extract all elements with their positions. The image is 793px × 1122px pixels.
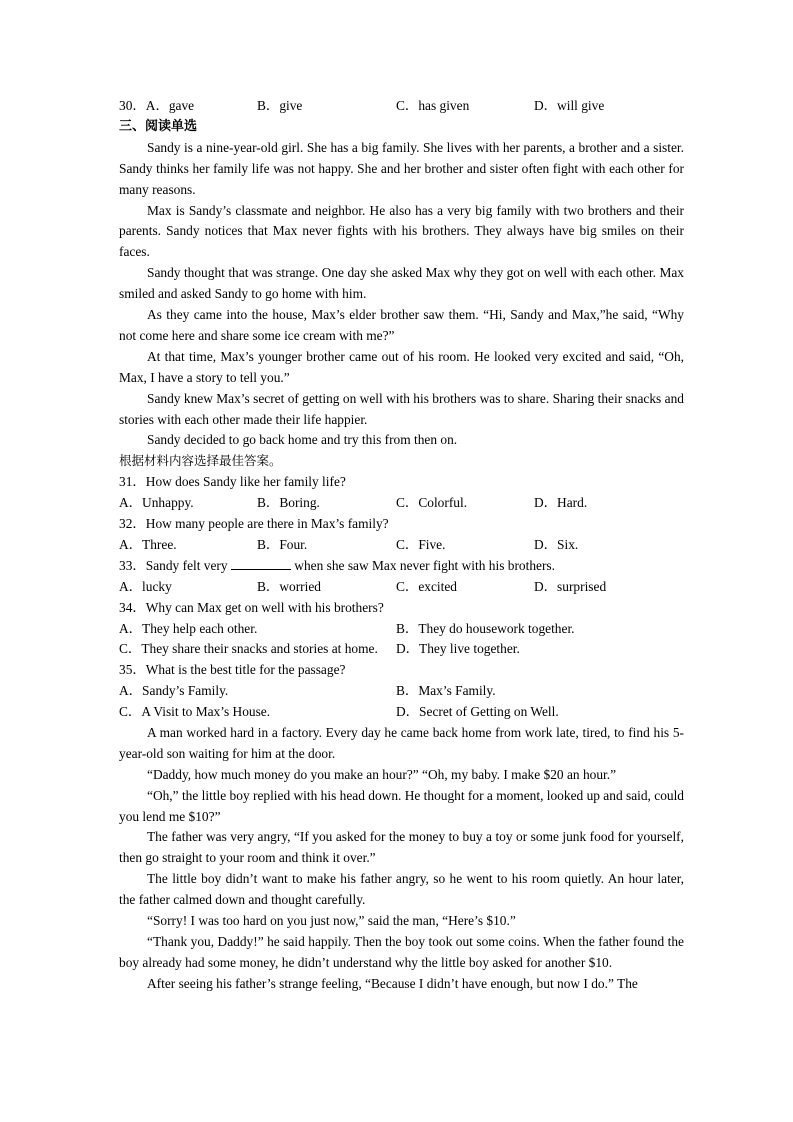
passage-1 (119, 138, 684, 452)
section-title: 三、阅读单选 (119, 118, 198, 134)
q31-option-a: A．Unhappy. (119, 495, 194, 511)
passage-1-paragraph: Sandy knew Max’s secret of getting on well with his brothers was to share. Sharing their snacks and stories with each other made their life happier. (119, 390, 684, 427)
question-31-stem: 31．How does Sandy like her family life? (119, 474, 346, 490)
answer-blank (231, 556, 291, 570)
q33-option-b: B．worried (257, 578, 321, 594)
instruction: 根据材料内容选择最佳答案。 (119, 453, 282, 469)
question-32-stem: 32．How many people are there in Max’s family? (119, 516, 389, 532)
passage-1-paragraph: Max is Sandy’s classmate and neighbor. He also has a very big family with two brothers and their parents. Sandy notices that Max never fights with his brothers. They always have big smiles on their faces. (119, 202, 684, 260)
q31-option-c: C．Colorful. (396, 495, 468, 511)
q34-option-d: D．They live together. (396, 641, 520, 657)
question-34-options-row-2 (119, 639, 684, 660)
page-content (119, 96, 684, 995)
passage-1-paragraph: Sandy decided to go back home and try this from then on. (147, 432, 458, 448)
q33-stem-after: when she saw Max never fight with his brothers. (290, 557, 555, 573)
question-32-options (119, 535, 684, 556)
q33-option-a: A．lucky (119, 578, 172, 594)
passage-1-paragraph: At that time, Max’s younger brother came out of his room. He looked very excited and said, “Oh, Max, I have a story to tell you.” (119, 348, 684, 385)
passage-1-paragraph: Sandy is a nine-year-old girl. She has a big family. She lives with her parents, a brother and a sister. Sandy thinks her family life was not happy. She and her brother and sister often fight with each other for many reasons. (119, 139, 684, 197)
passage-2-paragraph: The father was very angry, “If you asked for the money to buy a toy or some junk food for yourself, then go straight to your room and think it over.” (119, 829, 684, 866)
question-33-stem (119, 556, 684, 577)
question-34-stem: 34．Why can Max get on well with his brothers? (119, 599, 384, 615)
passage-1-paragraph: Sandy thought that was strange. One day she asked Max why they got on well with each other. Max smiled and asked Sandy to go home with him. (119, 265, 684, 302)
q35-option-b: B．Max’s Family. (396, 683, 496, 699)
q34-option-b: B．They do housework together. (396, 620, 575, 636)
q30-option-a: 30．A．gave (119, 98, 195, 113)
question-33-options (119, 577, 684, 598)
question-31-options (119, 493, 684, 514)
q33-option-d: D．surprised (534, 578, 607, 594)
passage-2-paragraph: After seeing his father’s strange feeling, “Because I didn’t have enough, but now I do.” The (147, 975, 638, 991)
passage-2-paragraph: “Sorry! I was too hard on you just now,” said the man, “Here’s $10.” (147, 913, 516, 929)
q30-option-c: C．has given (396, 98, 470, 113)
q30-option-d: D．will give (534, 98, 605, 113)
passage-2 (119, 723, 684, 995)
passage-1-paragraph: As they came into the house, Max’s elder brother saw them. “Hi, Sandy and Max,”he said, “Why not come here and share some ice cream with me?” (119, 307, 684, 343)
passage-2-paragraph: “Oh,” the little boy replied with his head down. He thought for a moment, looked up and said, could you lend me $10?” (119, 787, 684, 824)
question-35-stem: 35．What is the best title for the passage? (119, 662, 346, 678)
question-30-options (119, 96, 684, 117)
q32-option-d: D．Six. (534, 536, 579, 552)
passage-2-paragraph: A man worked hard in a factory. Every day he came back home from work late, tired, to find his 5-year-old son waiting for him at the door. (119, 724, 684, 761)
passage-2-paragraph: “Daddy, how much money do you make an hour?” “Oh, my baby. I make $20 an hour.” (147, 766, 617, 782)
q31-option-b: B．Boring. (257, 495, 320, 511)
question-35-options-row-1 (119, 681, 684, 702)
q35-option-d: D．Secret of Getting on Well. (396, 704, 559, 720)
q35-option-c: C．A Visit to Max’s House. (119, 704, 271, 720)
q33-option-c: C．excited (396, 578, 457, 594)
q35-option-a: A．Sandy’s Family. (119, 683, 229, 699)
q33-stem-before: 33．Sandy felt very (119, 557, 231, 573)
q32-option-a: A．Three. (119, 536, 177, 552)
q32-option-b: B．Four. (257, 536, 308, 552)
passage-2-paragraph: “Thank you, Daddy!” he said happily. Then the boy took out some coins. When the father found the boy already had some money, he didn’t understand why the little boy asked for another $10. (119, 934, 684, 970)
question-34-options-row-1 (119, 619, 684, 640)
q34-option-a: A．They help each other. (119, 620, 258, 636)
passage-2-paragraph: The little boy didn’t want to make his father angry, so he went to his room quietly. An hour later, the father calmed down and thought carefully. (119, 871, 684, 908)
q30-option-b: B．give (257, 98, 303, 113)
q34-option-c: C．They share their snacks and stories at home. (119, 641, 378, 657)
question-35-options-row-2 (119, 702, 684, 723)
q31-option-d: D．Hard. (534, 495, 588, 511)
q32-option-c: C．Five. (396, 536, 446, 552)
